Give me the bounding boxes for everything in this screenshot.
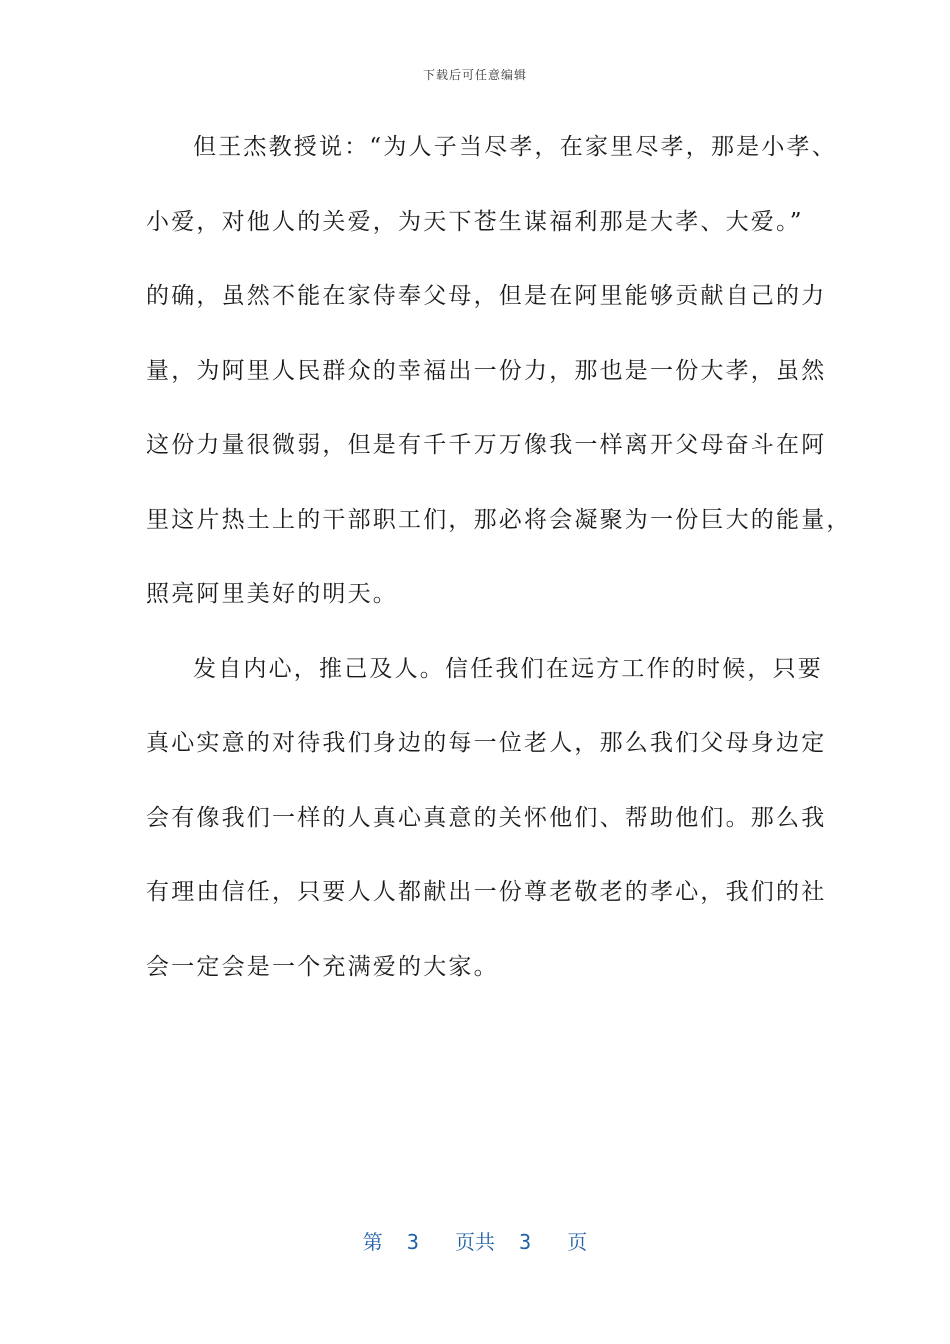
paragraph-line: 的确，虽然不能在家侍奉父母，但是在阿里能够贡献自己的力: [146, 283, 827, 309]
paragraph-line: 照亮阿里美好的明天。: [146, 581, 398, 607]
paragraph-line: 里这片热土上的干部职工们，那必将会凝聚为一份巨大的能量，: [146, 506, 852, 533]
body-text: [146, 122, 852, 1016]
paragraph-line: 真心实意的对待我们身边的每一位老人，那么我们父母身边定: [146, 730, 827, 756]
paragraph-line: 量，为阿里人民群众的幸福出一份力，那也是一份大孝，虽然: [146, 357, 827, 384]
paragraph-line: 但王杰教授说：“为人子当尽孝，在家里尽孝，那是小孝、: [193, 134, 837, 160]
paragraph-line: 小爱，对他人的关爱，为天下苍生谋福利那是大孝、大爱。”: [146, 208, 804, 235]
paragraph-line: 发自内心，推己及人。信任我们在远方工作的时候，只要: [193, 655, 823, 682]
page-label-prefix: 第: [362, 1230, 383, 1254]
paragraph-line: 这份力量很微弱，但是有千千万万像我一样离开父母奋斗在阿: [146, 432, 827, 458]
page-label-suffix: 页: [567, 1230, 588, 1254]
current-page-number: 3: [406, 1230, 419, 1254]
page-label-mid: 页共: [455, 1230, 495, 1254]
paragraph-line: 会一定会是一个充满爱的大家。: [146, 953, 499, 980]
total-page-number: 3: [519, 1230, 532, 1254]
page-number-footer: [0, 1226, 950, 1255]
paragraph-line: 有理由信任，只要人人都献出一份尊老敬老的孝心，我们的社: [146, 879, 827, 905]
header-note: 下载后可任意编辑: [422, 68, 527, 82]
paragraph-line: 会有像我们一样的人真心真意的关怀他们、帮助他们。那么我: [146, 804, 827, 831]
